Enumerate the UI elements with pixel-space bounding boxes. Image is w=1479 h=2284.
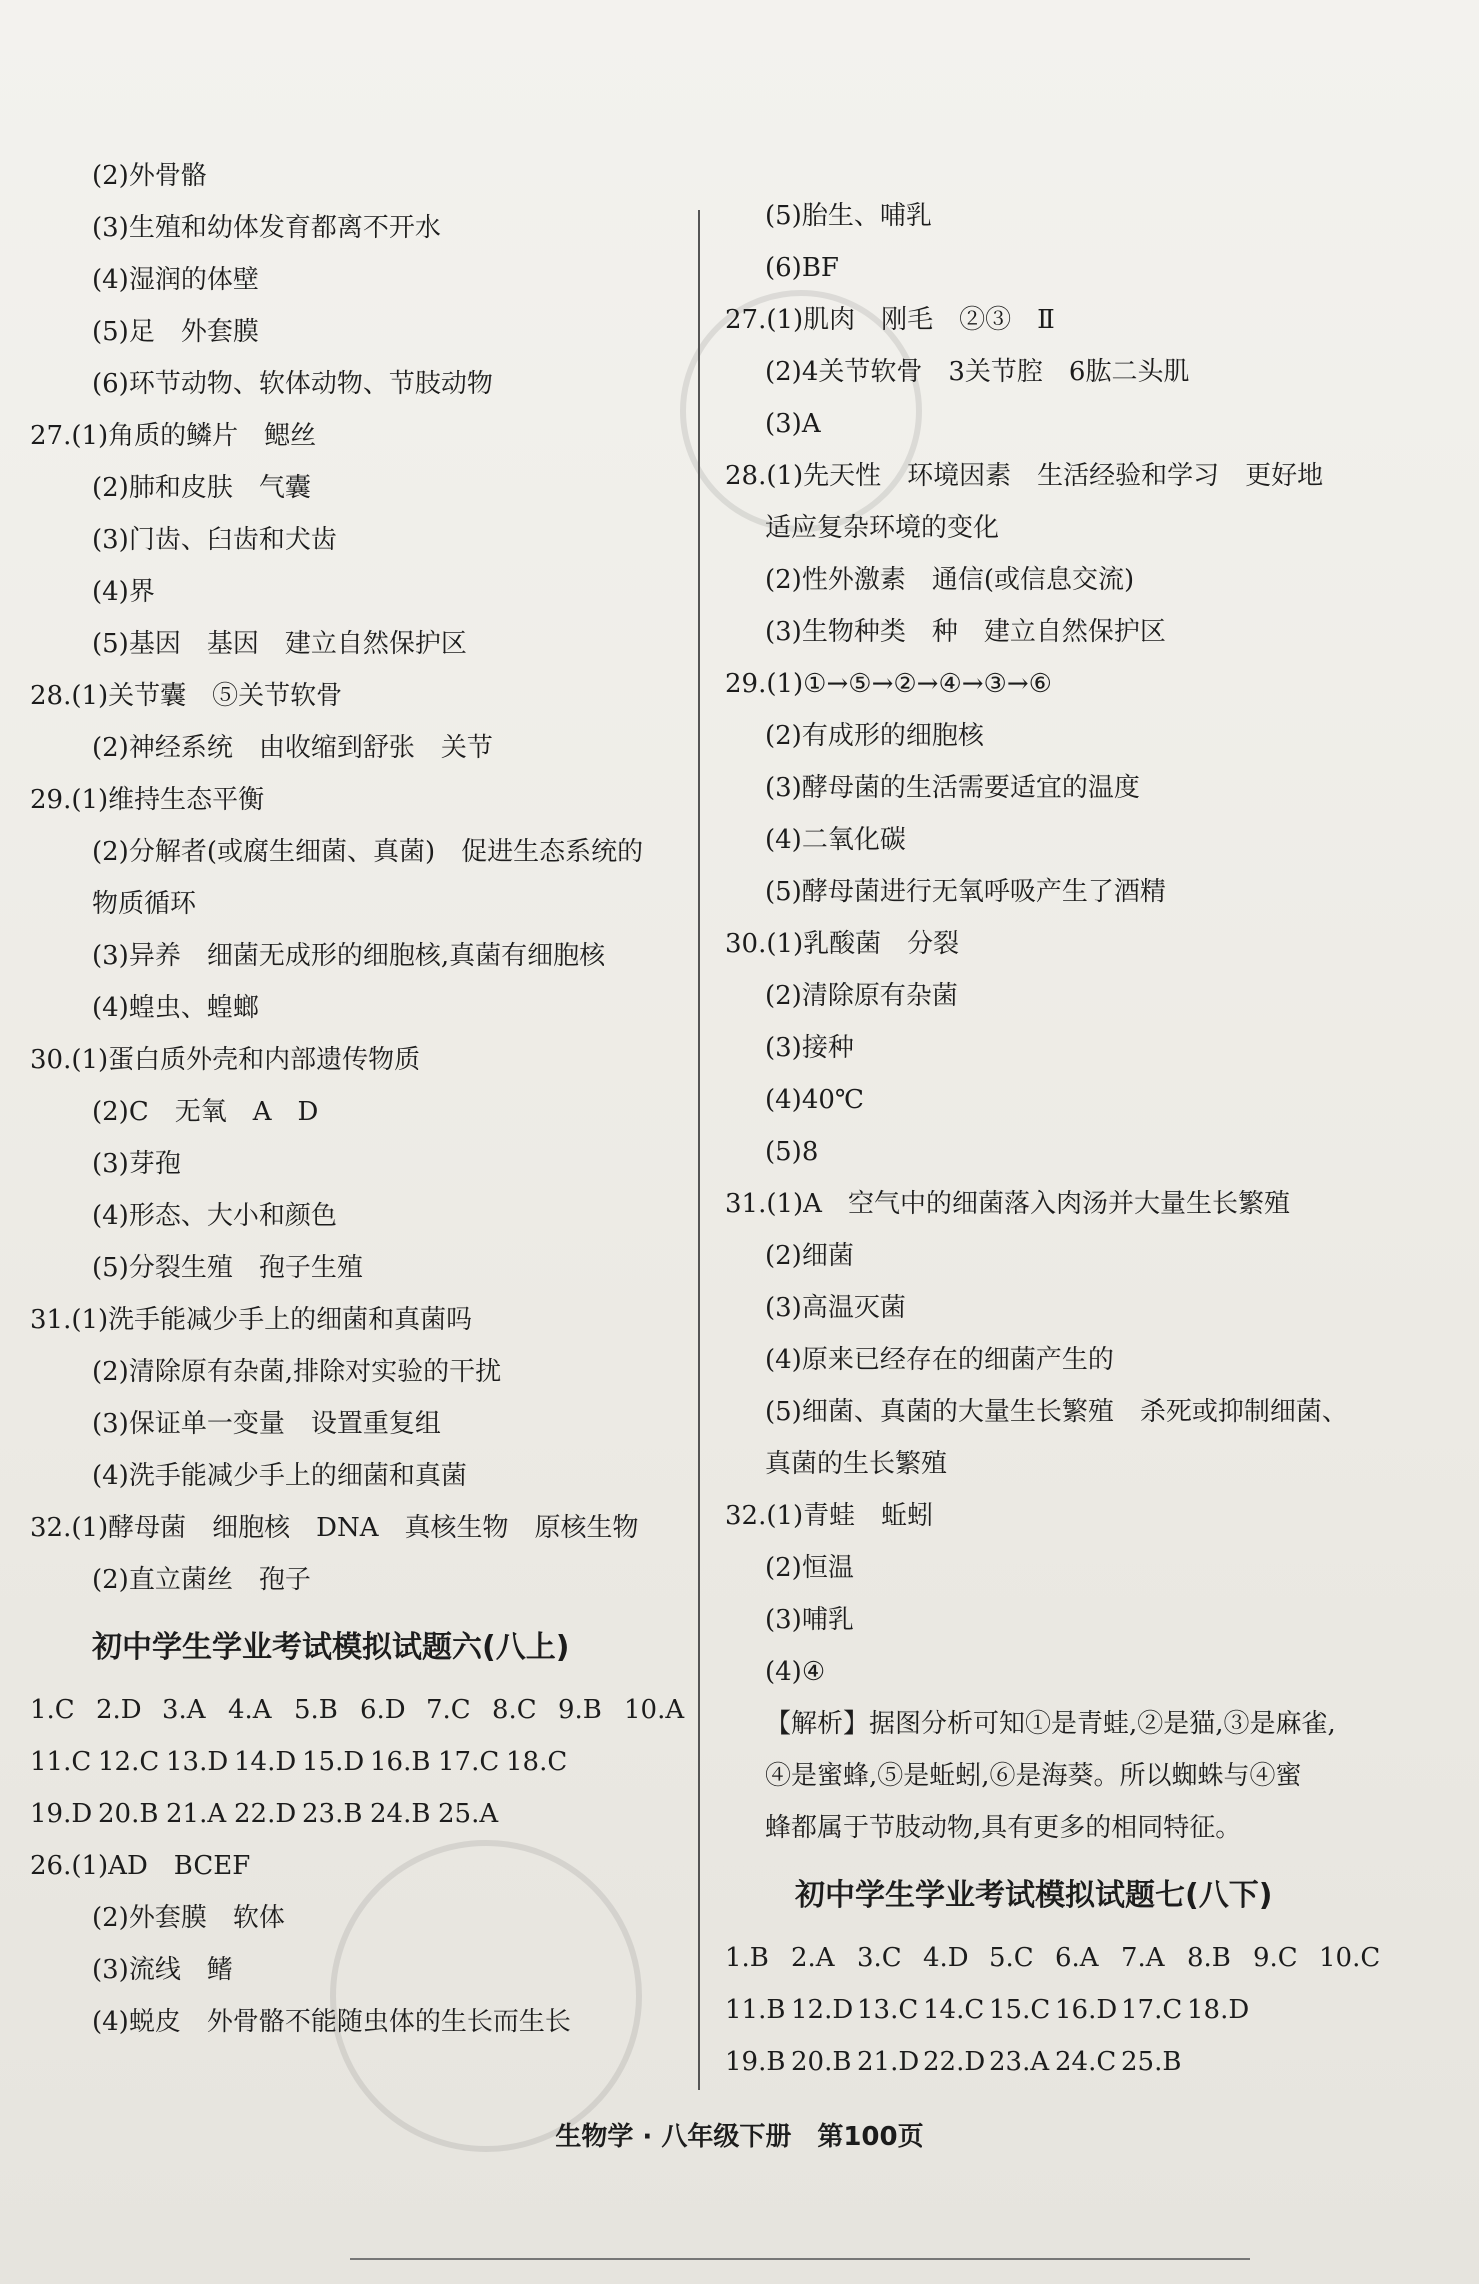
mc-answers-row <box>30 1788 690 1840</box>
bottom-rule <box>350 2258 1250 2260</box>
mc-answer: 10.A <box>624 1695 685 1725</box>
mc-answer: 1.B <box>725 1943 769 1973</box>
answer-line: (3)接种 <box>765 1033 854 1063</box>
mc-answer: 16.B <box>370 1747 431 1777</box>
answer-line: (2)清除原有杂菌,排除对实验的干扰 <box>92 1357 502 1387</box>
question-28: 28.(1)关节囊 ⑤关节软骨 <box>30 681 343 711</box>
answer-line: (4)蝗虫、蝗螂 <box>92 993 259 1023</box>
answer-line: (4)湿润的体壁 <box>92 265 259 295</box>
mc-answer: 6.A <box>1055 1943 1099 1973</box>
mc-answers-row <box>725 1932 1445 1984</box>
left-column <box>30 150 690 2048</box>
mc-answer: 9.C <box>1253 1943 1298 1973</box>
mc-answer: 22.D <box>234 1799 297 1829</box>
mc-answer: 19.B <box>725 2047 786 2077</box>
mc-answer: 11.C <box>30 1747 92 1777</box>
answer-line: (3)门齿、臼齿和犬齿 <box>92 525 337 555</box>
right-column <box>725 190 1445 2088</box>
question-29: 29.(1)①→⑤→②→④→③→⑥ <box>725 669 1052 699</box>
mc-answer: 15.C <box>989 1995 1051 2025</box>
mc-answers-row <box>30 1736 690 1788</box>
mc-answer: 8.B <box>1187 1943 1231 1973</box>
mc-answer: 23.A <box>989 2047 1050 2077</box>
mc-answer: 16.D <box>1055 1995 1118 2025</box>
section-title-test-7: 初中学生学业考试模拟试题七(八下) <box>795 1878 1273 1913</box>
answer-line: 物质循环 <box>92 889 197 919</box>
mc-answer: 17.C <box>1121 1995 1183 2025</box>
answer-line: (3)酵母菌的生活需要适宜的温度 <box>765 773 1140 803</box>
mc-answers-row <box>30 1684 690 1736</box>
question-27: 27.(1)肌肉 刚毛 ②③ Ⅱ <box>725 305 1055 335</box>
answer-line: (2)神经系统 由收缩到舒张 关节 <box>92 733 493 763</box>
answer-line: (3)A <box>765 409 821 439</box>
mc-answer: 2.A <box>791 1943 835 1973</box>
question-28: 28.(1)先天性 环境因素 生活经验和学习 更好地 <box>725 461 1324 491</box>
mc-answer: 4.A <box>228 1695 272 1725</box>
answer-line: (4)界 <box>92 577 155 607</box>
answer-line: (3)高温灭菌 <box>765 1293 906 1323</box>
mc-answer: 5.C <box>989 1943 1034 1973</box>
mc-answers-row <box>725 2036 1445 2088</box>
mc-answer: 3.C <box>857 1943 902 1973</box>
answer-line: (5)基因 基因 建立自然保护区 <box>92 629 467 659</box>
question-29: 29.(1)维持生态平衡 <box>30 785 265 815</box>
question-31: 31.(1)A 空气中的细菌落入肉汤并大量生长繁殖 <box>725 1189 1290 1219</box>
answer-line: (2)肺和皮肤 气囊 <box>92 473 311 503</box>
question-32: 32.(1)青蛙 蚯蚓 <box>725 1501 934 1531</box>
mc-answer: 13.D <box>166 1747 229 1777</box>
analysis-line: 【解析】据图分析可知①是青蛙,②是猫,③是麻雀, <box>765 1709 1336 1739</box>
mc-answer: 21.A <box>166 1799 227 1829</box>
mc-answer: 24.B <box>370 1799 431 1829</box>
mc-answer: 8.C <box>492 1695 537 1725</box>
mc-answer: 1.C <box>30 1695 75 1725</box>
column-divider <box>698 210 700 2090</box>
mc-answer: 24.C <box>1055 2047 1117 2077</box>
answer-line: (2)外套膜 软体 <box>92 1903 285 1933</box>
analysis-line: 蜂都属于节肢动物,具有更多的相同特征。 <box>765 1813 1242 1843</box>
mc-answer: 4.D <box>923 1943 969 1973</box>
mc-answer: 2.D <box>96 1695 142 1725</box>
mc-answer: 23.B <box>302 1799 363 1829</box>
answer-line: (5)分裂生殖 孢子生殖 <box>92 1253 363 1283</box>
mc-answer: 5.B <box>294 1695 338 1725</box>
question-27: 27.(1)角质的鳞片 鳃丝 <box>30 421 317 451</box>
mc-answer: 14.D <box>234 1747 297 1777</box>
question-32: 32.(1)酵母菌 细胞核 DNA 真核生物 原核生物 <box>30 1513 639 1543</box>
answer-line: (3)生殖和幼体发育都离不开水 <box>92 213 441 243</box>
mc-answer: 7.C <box>426 1695 471 1725</box>
answer-line: (4)形态、大小和颜色 <box>92 1201 337 1231</box>
answer-line: (5)8 <box>765 1137 819 1167</box>
question-31: 31.(1)洗手能减少手上的细菌和真菌吗 <box>30 1305 473 1335</box>
mc-answer: 6.D <box>360 1695 406 1725</box>
answer-line: (2)4关节软骨 3关节腔 6肱二头肌 <box>765 357 1190 387</box>
answer-line: (2)分解者(或腐生细菌、真菌) 促进生态系统的 <box>92 837 644 867</box>
answer-line: (3)保证单一变量 设置重复组 <box>92 1409 441 1439</box>
mc-answer: 12.D <box>791 1995 854 2025</box>
question-30: 30.(1)乳酸菌 分裂 <box>725 929 960 959</box>
answer-line: 真菌的生长繁殖 <box>765 1449 948 1479</box>
mc-answer: 22.D <box>923 2047 986 2077</box>
answer-line: (4)蜕皮 外骨骼不能随虫体的生长而生长 <box>92 2007 571 2037</box>
section-title-test-6: 初中学生学业考试模拟试题六(八上) <box>92 1630 570 1665</box>
answer-line: (5)胎生、哺乳 <box>765 201 932 231</box>
answer-line: (6)BF <box>765 253 839 283</box>
page-footer: 生物学 · 八年级下册 第100页 <box>555 2122 924 2152</box>
question-30: 30.(1)蛋白质外壳和内部遗传物质 <box>30 1045 421 1075</box>
mc-answer: 15.D <box>302 1747 365 1777</box>
answer-line: (6)环节动物、软体动物、节肢动物 <box>92 369 493 399</box>
answer-line: 适应复杂环境的变化 <box>765 513 1000 543</box>
mc-answer: 13.C <box>857 1995 919 2025</box>
mc-answer: 17.C <box>438 1747 500 1777</box>
mc-answer: 9.B <box>558 1695 602 1725</box>
answer-line: (2)C 无氧 A D <box>92 1097 319 1127</box>
answer-line: (5)细菌、真菌的大量生长繁殖 杀死或抑制细菌、 <box>765 1397 1348 1427</box>
answer-line: (2)直立菌丝 孢子 <box>92 1565 311 1595</box>
mc-answer: 3.A <box>162 1695 206 1725</box>
answer-line: (4)④ <box>765 1657 826 1687</box>
answer-line: (3)哺乳 <box>765 1605 854 1635</box>
answer-line: (4)二氧化碳 <box>765 825 906 855</box>
mc-answer: 20.B <box>98 1799 159 1829</box>
answer-line: (4)40℃ <box>765 1085 864 1115</box>
answer-line: (4)洗手能减少手上的细菌和真菌 <box>92 1461 467 1491</box>
mc-answer: 11.B <box>725 1995 786 2025</box>
analysis-line: ④是蜜蜂,⑤是蚯蚓,⑥是海葵。所以蜘蛛与④蜜 <box>765 1761 1302 1791</box>
answer-line: (2)清除原有杂菌 <box>765 981 958 1011</box>
mc-answer: 7.A <box>1121 1943 1165 1973</box>
answer-line: (3)异养 细菌无成形的细胞核,真菌有细胞核 <box>92 941 606 971</box>
answer-line: (2)恒温 <box>765 1553 854 1583</box>
mc-answer: 25.B <box>1121 2047 1182 2077</box>
answer-line: (3)芽孢 <box>92 1149 181 1179</box>
answer-line: (2)细菌 <box>765 1241 854 1271</box>
answer-line: (5)足 外套膜 <box>92 317 259 347</box>
mc-answer: 18.D <box>1187 1995 1250 2025</box>
mc-answer: 20.B <box>791 2047 852 2077</box>
mc-answer: 14.C <box>923 1995 985 2025</box>
mc-answers-row <box>725 1984 1445 2036</box>
mc-answer: 10.C <box>1319 1943 1381 1973</box>
answer-line: (2)性外激素 通信(或信息交流) <box>765 565 1135 595</box>
mc-answer: 12.C <box>98 1747 160 1777</box>
answer-line: (2)外骨骼 <box>92 161 207 191</box>
mc-answer: 21.D <box>857 2047 920 2077</box>
mc-answer: 25.A <box>438 1799 499 1829</box>
answer-line: (3)生物种类 种 建立自然保护区 <box>765 617 1166 647</box>
answer-line: (3)流线 鳍 <box>92 1955 233 1985</box>
answer-line: (2)有成形的细胞核 <box>765 721 984 751</box>
question-26: 26.(1)AD BCEF <box>30 1851 251 1881</box>
mc-answer: 18.C <box>506 1747 568 1777</box>
mc-answer: 19.D <box>30 1799 93 1829</box>
answer-line: (5)酵母菌进行无氧呼吸产生了酒精 <box>765 877 1166 907</box>
answer-line: (4)原来已经存在的细菌产生的 <box>765 1345 1114 1375</box>
